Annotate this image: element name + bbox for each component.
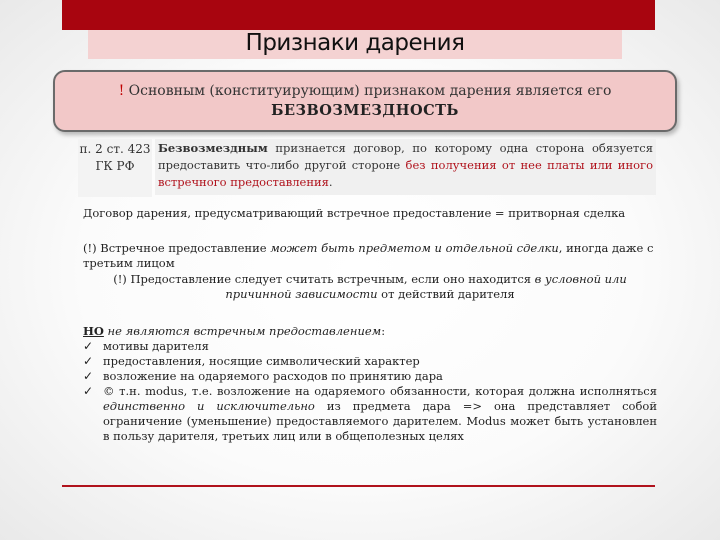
list-item: ✓ © т.н. modus, т.е. возложение на одаряемого обязанности, которая должна исполняться единственно и исключительно из предмета дара => она представляет собой ограничение (уменьшение) предоставляемого дарителем. Modus может быть установлен в пользу дарителя, третьих лиц или в общеполезных целях: [83, 384, 657, 443]
law-definition-text: Безвозмездным признается договор, по которому одна сторона обязуется предоставить что-либо другой стороне без получения от нее платы или иного встречного предоставления.: [155, 139, 656, 195]
law-reference: п. 2 ст. 423 ГК РФ: [78, 139, 152, 197]
sham-transaction-note: Договор дарения, предусматривающий встречное предоставление = притворная сделка: [83, 206, 626, 220]
list-item: ✓ возложение на одаряемого расходов по принятию дара: [83, 369, 443, 383]
check-icon: ✓: [83, 369, 94, 383]
exceptions-lead: НО не являются встречным предоставлением:: [83, 324, 386, 338]
law-definition-table: [78, 139, 656, 195]
exceptions-block: [83, 324, 657, 444]
key-feature-callout: [53, 70, 677, 132]
list-item: ✓ предоставления, носящие символический характер: [83, 354, 420, 368]
callout-emphasis: БЕЗВОЗМЕЗДНОСТЬ: [271, 102, 459, 119]
footer-divider: [62, 485, 655, 487]
title-box: [88, 30, 622, 59]
check-icon: ✓: [83, 339, 94, 353]
callout-text: ! Основным (конституирующим) признаком дарения является его: [118, 83, 612, 99]
exceptions-list: [83, 339, 657, 444]
header-bar: [62, 0, 655, 30]
counter-provision-note: (!) Встречное предоставление может быть предметом и отдельной сделки, иногда даже с третьим лицом: [83, 241, 654, 270]
page-title: Признаки дарения: [245, 30, 465, 56]
check-icon: ✓: [83, 354, 94, 368]
exclamation-mark: !: [118, 83, 125, 99]
list-item: ✓ мотивы дарителя: [83, 339, 209, 353]
counter-provision-rule: (!) Предоставление следует считать встречным, если оно находится в условной или причинной зависимости от действий дарителя: [113, 272, 627, 301]
check-icon: ✓: [83, 384, 94, 398]
